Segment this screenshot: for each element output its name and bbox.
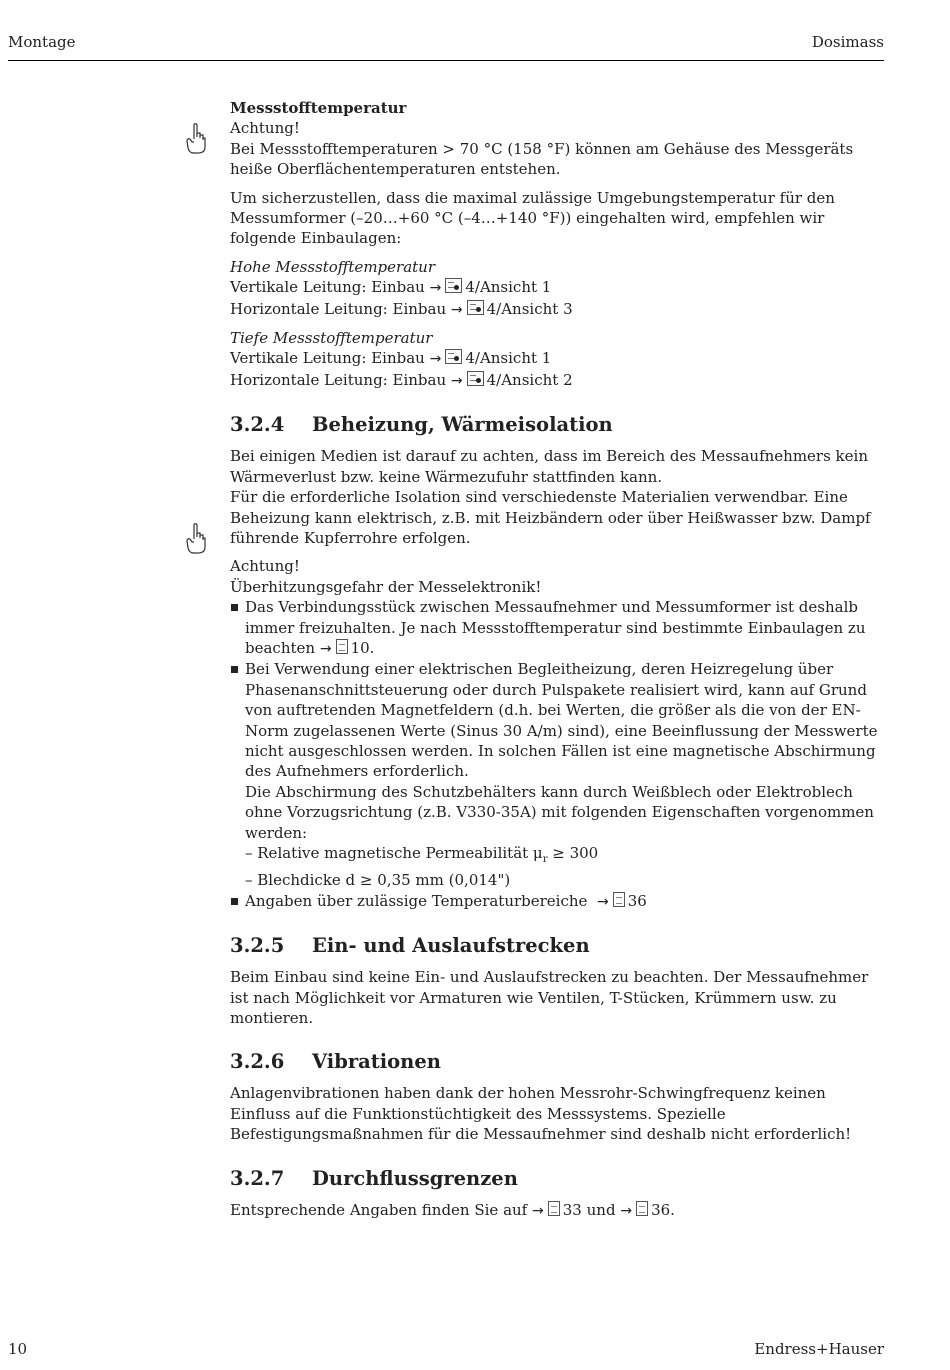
caution-hand-icon — [185, 523, 207, 555]
list-item: Angaben über zulässige Temperaturbereiche → 36 — [230, 891, 886, 912]
caution-label: Achtung! — [230, 119, 300, 138]
paragraph: Beim Einbau sind keine Ein- und Auslaufstrecken zu beachten. Der Messaufnehmer ist nach Möglichkeit vor Armaturen wie Ventilen, T-Stücken, Krümmern usw. zu montieren. — [230, 968, 869, 1028]
arrow-icon: → — [450, 301, 463, 318]
arrow-icon: → — [620, 1202, 633, 1219]
list-heading: Hohe Messstofftemperatur — [230, 257, 436, 276]
page-reference-icon — [548, 1201, 560, 1216]
figure-reference[interactable]: 4/Ansicht 3 — [486, 299, 573, 318]
page-reference[interactable]: 36. — [651, 1200, 675, 1219]
paragraph: Entsprechende Angaben finden Sie auf → 33 und → 36. — [230, 1200, 675, 1219]
figure-reference[interactable]: 4/Ansicht 1 — [465, 349, 552, 368]
caution-label: Achtung! — [230, 557, 300, 576]
arrow-icon: → — [429, 351, 442, 368]
header-product: Dosimass — [811, 33, 884, 51]
section-title: Beheizung, Wärmeisolation — [312, 413, 613, 437]
section-number: 3.2.5 — [230, 934, 285, 958]
section-title: Durchflussgrenzen — [312, 1166, 518, 1190]
footer-company: Endress+Hauser — [754, 1340, 884, 1358]
arrow-icon: → — [532, 1202, 544, 1219]
section-heading — [230, 1050, 886, 1074]
page-number: 10 — [8, 1340, 28, 1358]
paragraph: Bei einigen Medien ist darauf zu achten, dass im Bereich des Messaufnehmers kein Wärmeverlust bzw. keine Wärmezufuhr stattfinden kann. — [230, 447, 868, 486]
caution-text: Überhitzungsgefahr der Messelektronik! — [230, 577, 542, 596]
figure-reference-icon — [467, 300, 484, 315]
figure-reference-icon — [445, 349, 462, 364]
arrow-icon: → — [429, 280, 442, 297]
caution-text: Bei Messstofftemperaturen > 70 °C (158 °F) können am Gehäuse des Messgeräts heiße Oberflächentemperaturen entstehen. — [230, 139, 854, 179]
list-item: Das Verbindungsstück zwischen Messaufnehmer und Messumformer ist deshalb immer freizuhalten. Je nach Messstofftemperatur sind bestimmte Einbaulagen zu beachten → 10. — [230, 597, 886, 659]
caution-hand-icon — [185, 123, 207, 155]
page-reference[interactable]: 36 — [627, 891, 647, 910]
page-content — [230, 98, 886, 1221]
figure-reference-icon — [467, 371, 484, 386]
arrow-icon: → — [596, 893, 609, 910]
list-heading: Tiefe Messstofftemperatur — [230, 329, 433, 348]
section-title: Ein- und Auslaufstrecken — [312, 934, 590, 958]
paragraph: Anlagenvibrationen haben dank der hohen Messrohr-Schwingfrequenz keinen Einfluss auf die Funktionstüchtigkeit des Messsystems. Spezielle Befestigungsmaßnahmen für die Messaufnehmer sind deshalb nicht erforderlich! — [230, 1084, 852, 1144]
section-heading — [230, 413, 886, 437]
paragraph: Für die erforderliche Isolation sind verschiedenste Materialien verwendbar. Eine Beheizung kann elektrisch, z.B. mit Heizbändern oder über Heißwasser bzw. Dampf führende Kupferrohre erfolgen. — [230, 488, 871, 547]
page-reference[interactable]: 33 — [562, 1200, 582, 1219]
header-chapter: Montage — [8, 33, 76, 51]
section-number: 3.2.4 — [230, 413, 285, 437]
list-item: Vertikale Leitung: Einbau → 4/Ansicht 1 — [230, 278, 552, 297]
bullet-list — [230, 597, 886, 912]
page-reference-icon — [636, 1201, 648, 1216]
paragraph: Um sicherzustellen, dass die maximal zulässige Umgebungstemperatur für den Messumformer (–20…+60 °C (–4…+140 °F)) eingehalten wird, empfehlen wir folgende Einbaulagen: — [230, 188, 835, 248]
subsection-title: Messstofftemperatur — [230, 99, 407, 117]
figure-reference-icon — [445, 278, 462, 293]
figure-reference[interactable]: 4/Ansicht 1 — [465, 278, 552, 297]
dash-item: – Blechdicke d ≥ 0,35 mm (0,014") — [245, 871, 511, 890]
list-item: Vertikale Leitung: Einbau → 4/Ansicht 1 — [230, 349, 552, 368]
header-divider — [8, 60, 884, 61]
dash-item: – Relative magnetische Permeabilität $\mu_r \ge 300$ — [245, 844, 599, 865]
arrow-icon: → — [450, 372, 463, 389]
arrow-icon: → — [319, 640, 332, 657]
page-reference[interactable]: 10. — [350, 638, 375, 657]
figure-reference[interactable]: 4/Ansicht 2 — [486, 370, 573, 389]
page-reference-icon — [613, 892, 625, 907]
list-item: Bei Verwendung einer elektrischen Begleitheizung, deren Heizregelung über Phasenanschnittsteuerung oder durch Pulspakete realisiert wird, kann auf Grund von auftretenden Magnetfeldern (d.h. bei Werten, die größer als die von der EN-Norm zugelassenen Werte (Sinus 30 A/m) sind), eine Beeinflussung der Messwerte nicht ausgeschlossen werden. In solchen Fällen ist eine magnetische Abschirmung des Aufnehmers erforderlich. Die Abschirmung des Schutzbehälters kann durch Weißblech oder Elektroblech ohne Vorzugsrichtung (z.B. V330-35A) mit folgenden Eigenschaften vorgenommen werden: – Relative magnetische Permeabilität $\mu_r \ge 300$ – Blechdicke d ≥ 0,35 mm (0,014") — [230, 659, 886, 890]
section-title: Vibrationen — [312, 1050, 441, 1074]
list-item: Horizontale Leitung: Einbau → 4/Ansicht 2 — [230, 370, 573, 389]
page-reference-icon — [336, 639, 348, 654]
list-item: Horizontale Leitung: Einbau → 4/Ansicht 3 — [230, 299, 573, 318]
section-number: 3.2.7 — [230, 1166, 285, 1190]
section-heading — [230, 934, 886, 958]
section-number: 3.2.6 — [230, 1050, 285, 1074]
section-heading — [230, 1167, 886, 1191]
